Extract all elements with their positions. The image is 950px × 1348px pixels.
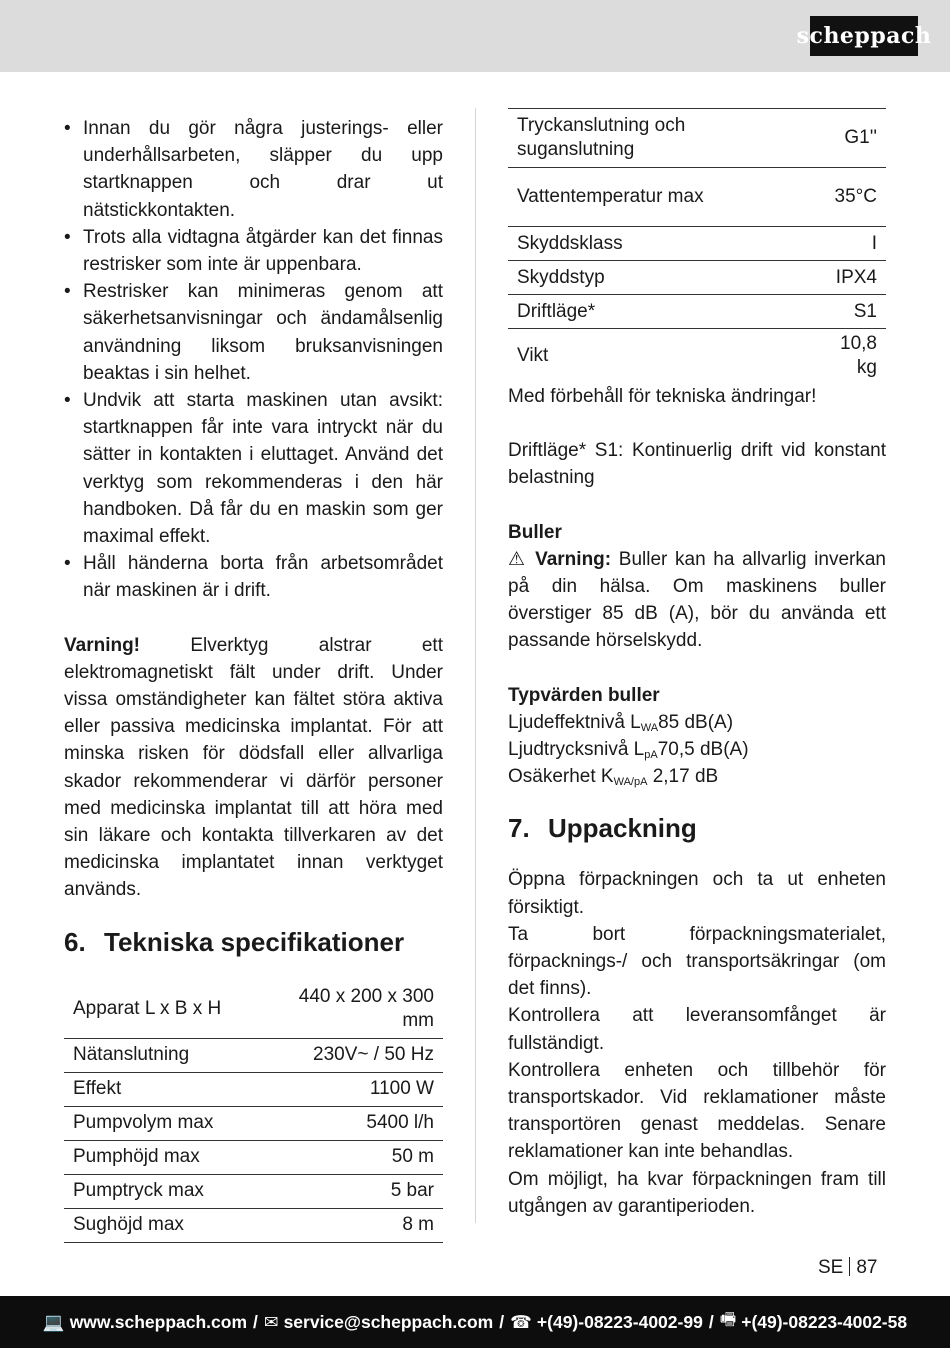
page-number-value: 87 xyxy=(856,1257,878,1278)
left-column xyxy=(64,115,443,1243)
spec-label: Effekt xyxy=(64,1072,275,1106)
unpacking-step: Kontrollera enheten och tillbehör för transportskador. Vid reklamationer måste transportören genast meddelas. Senare reklamationer kan inte behandlas. xyxy=(508,1059,886,1163)
warning-text: Elverktyg alstrar ett elektromagnetiskt fält under drift. Under vissa omständigheter kan fältet störa aktiva eller passiva medicinska implantat. För att minska risken för dödsfall eller allvarliga skador rekommenderar vi därför personer med medicinska implantat till att höra med sin läkare och kontakta tillverkaren av det medicinska implantatet innan verktyget används. xyxy=(64,634,443,901)
table-row xyxy=(64,1208,443,1242)
footer-bar: 💻 www.scheppach.com / ✉ service@scheppach.com / ☎ +(49)-08223-4002-99 / 🖷 +(49)-08223-4002-58 xyxy=(0,1296,950,1348)
warning-text: Buller kan ha allvarlig inverkan på din hälsa. Om maskinens buller överstiger 85 dB (A), bör du använda ett passande hörselskydd. xyxy=(508,548,886,652)
section-number: 7. xyxy=(508,813,530,844)
safety-bullet-list xyxy=(64,115,443,605)
spec-value: 8 m xyxy=(275,1208,443,1242)
typical-noise-heading: Typvärden buller xyxy=(508,684,660,706)
noise-value-k: Osäkerhet $K_{WA/pA}$ 2,17 dB xyxy=(508,766,719,789)
warning-triangle-icon: ⚠ xyxy=(508,548,528,570)
table-row xyxy=(64,1174,443,1208)
language-code: SE xyxy=(818,1257,844,1278)
section-7-heading xyxy=(508,812,886,844)
spec-label: Skyddstyp xyxy=(508,261,807,295)
operating-mode-note: Driftläge* S1: Kontinuerlig drift vid konstant belastning xyxy=(508,440,886,489)
warning-label: Varning: xyxy=(535,548,612,570)
spec-table-right xyxy=(508,108,886,383)
page-number xyxy=(818,1256,878,1280)
spec-value: G1'' xyxy=(807,109,886,168)
website-link[interactable]: www.scheppach.com xyxy=(69,1311,248,1332)
list-item: • Undvik att starta maskinen utan avsikt: startknappen får inte vara intryckt när du sätter in kontakten i eluttaget. Använd det verktyg som rekommenderas i den här handboken. Då får du en maskin som ger maximal effekt. xyxy=(64,387,443,550)
spec-value: 5400 l/h xyxy=(275,1106,443,1140)
spec-value: 35°C xyxy=(807,168,886,227)
emf-warning-paragraph xyxy=(64,632,443,904)
unpacking-step: Om möjligt, ha kvar förpackningen fram till utgången av garantiperioden. xyxy=(508,1168,886,1217)
unpacking-step: Ta bort förpackningsmaterialet, förpacknings-/ och transportsäkringar (om det finns). xyxy=(508,923,886,1000)
section-6-heading xyxy=(64,926,443,958)
spec-value: IPX4 xyxy=(807,261,886,295)
phone-icon: ☎ xyxy=(510,1311,532,1332)
list-item: • Innan du gör några justerings- eller underhållsarbeten, släpper du upp startknappen och drar ut nätstickkontakten. xyxy=(64,115,443,224)
table-row xyxy=(508,109,886,168)
spec-label: Skyddsklass xyxy=(508,227,807,261)
unpacking-step: Öppna förpackningen och ta ut enheten försiktigt. xyxy=(508,869,886,918)
brand-logo: scheppach xyxy=(810,16,918,56)
spec-table-left xyxy=(64,980,443,1243)
table-row xyxy=(508,168,886,227)
right-column xyxy=(508,108,886,1220)
spec-value: 5 bar xyxy=(275,1174,443,1208)
spec-label: Sughöjd max xyxy=(64,1208,275,1242)
table-row xyxy=(64,1038,443,1072)
spec-value: 440 x 200 x 300 mm xyxy=(275,980,443,1039)
noise-heading: Buller xyxy=(508,521,562,543)
list-item: • Restrisker kan minimeras genom att säkerhetsanvisningar och ändamålsenlig användning liksom bruksanvisningen beaktas i sin helhet. xyxy=(64,278,443,387)
section-title: Tekniska specifikationer xyxy=(104,926,405,957)
fax-icon: 🖷 xyxy=(719,1309,737,1329)
spec-value: 50 m xyxy=(275,1140,443,1174)
list-item: • Trots alla vidtagna åtgärder kan det finnas restrisker som inte är uppenbara. xyxy=(64,224,443,278)
mail-icon: ✉ xyxy=(263,1311,279,1332)
table-row xyxy=(64,980,443,1039)
table-row xyxy=(64,1072,443,1106)
spec-label: Pumphöjd max xyxy=(64,1140,275,1174)
section-title: Uppackning xyxy=(548,813,697,844)
noise-value-lpa: Ljudtrycksnivå $L_{pA}70,5$ dB(A) xyxy=(508,739,749,762)
spec-label: Vattentemperatur max xyxy=(508,168,807,227)
fax-number: +(49)-08223-4002-58 xyxy=(741,1311,908,1332)
spec-label: Apparat L x B x H xyxy=(64,980,275,1039)
email-link[interactable]: service@scheppach.com xyxy=(283,1311,494,1332)
table-row xyxy=(508,295,886,329)
spec-value: 10,8 kg xyxy=(840,333,877,378)
spec-label: Nätanslutning xyxy=(64,1038,275,1072)
table-row xyxy=(508,227,886,261)
spec-value: 230V~ / 50 Hz xyxy=(275,1038,443,1072)
noise-warning-paragraph xyxy=(508,546,886,655)
spec-label: Pumpvolym max xyxy=(64,1106,275,1140)
computer-icon: 💻 xyxy=(42,1311,65,1332)
table-row xyxy=(64,1140,443,1174)
spec-label: Tryckanslutning och suganslutning xyxy=(508,109,807,168)
spec-label: Driftläge* xyxy=(508,295,807,329)
reservation-note: Med förbehåll för tekniska ändringar! xyxy=(508,386,817,407)
spec-label: Vikt xyxy=(517,345,549,366)
noise-value-lwa: Ljudeffektnivå $L_{WA}85$ dB(A) xyxy=(508,711,734,734)
unpacking-step: Kontrollera att leveransomfånget är fullständigt. xyxy=(508,1005,886,1054)
spec-value: S1 xyxy=(807,295,886,329)
spec-value: 1100 W xyxy=(275,1072,443,1106)
spec-value: I xyxy=(807,227,886,261)
spec-label: Pumptryck max xyxy=(64,1174,275,1208)
warning-label: Varning! xyxy=(64,634,141,656)
table-row xyxy=(64,1106,443,1140)
section-number: 6. xyxy=(64,926,86,957)
phone-number: +(49)-08223-4002-99 xyxy=(536,1311,703,1332)
list-item: • Håll händerna borta från arbetsområdet när maskinen är i drift. xyxy=(64,550,443,604)
table-row xyxy=(508,329,886,384)
table-row xyxy=(508,261,886,295)
column-divider xyxy=(475,108,476,1223)
